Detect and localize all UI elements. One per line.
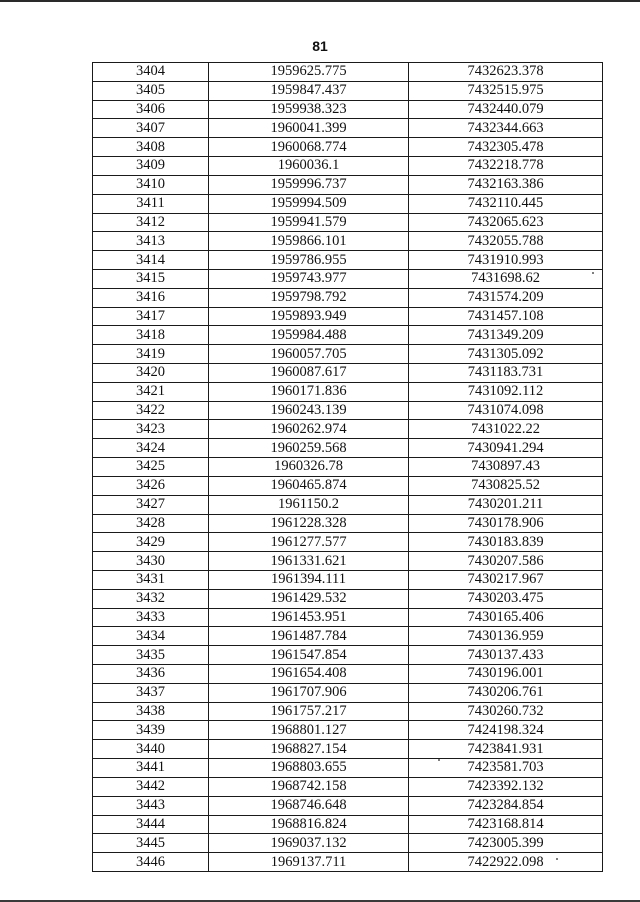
point-id-cell: 3418	[93, 326, 209, 345]
point-id-cell: 3440	[93, 740, 209, 759]
x-coordinate-cell: 1961277.577	[209, 533, 409, 552]
y-coordinate-cell: 7430897.43	[409, 458, 603, 477]
table-row	[93, 721, 603, 740]
point-id-cell: 3446	[93, 853, 209, 872]
x-coordinate-cell: 1959941.579	[209, 213, 409, 232]
point-id-cell: 3416	[93, 288, 209, 307]
y-coordinate-cell: 7423392.132	[409, 777, 603, 796]
point-id-cell: 3405	[93, 81, 209, 100]
table-row	[93, 63, 603, 82]
coordinates-table	[92, 62, 603, 872]
y-coordinate-cell: 7431022.22	[409, 420, 603, 439]
x-coordinate-cell: 1960087.617	[209, 364, 409, 383]
x-coordinate-cell: 1961547.854	[209, 646, 409, 665]
table-row	[93, 665, 603, 684]
y-coordinate-cell: 7432065.623	[409, 213, 603, 232]
point-id-cell: 3445	[93, 834, 209, 853]
table-row	[93, 552, 603, 571]
x-coordinate-cell: 1959866.101	[209, 232, 409, 251]
table-row	[93, 683, 603, 702]
x-coordinate-cell: 1969137.711	[209, 853, 409, 872]
y-coordinate-cell: 7423005.399	[409, 834, 603, 853]
point-id-cell: 3412	[93, 213, 209, 232]
y-coordinate-cell: 7430201.211	[409, 495, 603, 514]
x-coordinate-cell: 1960171.836	[209, 382, 409, 401]
point-id-cell: 3432	[93, 589, 209, 608]
x-coordinate-cell: 1959847.437	[209, 81, 409, 100]
point-id-cell: 3421	[93, 382, 209, 401]
point-id-cell: 3413	[93, 232, 209, 251]
y-coordinate-cell: 7431092.112	[409, 382, 603, 401]
y-coordinate-cell: 7432305.478	[409, 138, 603, 157]
x-coordinate-cell: 1960259.568	[209, 439, 409, 458]
point-id-cell: 3406	[93, 100, 209, 119]
table-row	[93, 777, 603, 796]
table-row	[93, 853, 603, 872]
point-id-cell: 3431	[93, 570, 209, 589]
y-coordinate-cell: 7430136.959	[409, 627, 603, 646]
point-id-cell: 3417	[93, 307, 209, 326]
point-id-cell: 3415	[93, 269, 209, 288]
x-coordinate-cell: 1968816.824	[209, 815, 409, 834]
x-coordinate-cell: 1959625.775	[209, 63, 409, 82]
table-row	[93, 81, 603, 100]
table-row	[93, 345, 603, 364]
point-id-cell: 3430	[93, 552, 209, 571]
table-row	[93, 796, 603, 815]
y-coordinate-cell: 7430941.294	[409, 439, 603, 458]
x-coordinate-cell: 1961707.906	[209, 683, 409, 702]
point-id-cell: 3443	[93, 796, 209, 815]
scan-speck	[438, 759, 440, 761]
y-coordinate-cell: 7430165.406	[409, 608, 603, 627]
table-row	[93, 382, 603, 401]
point-id-cell: 3428	[93, 514, 209, 533]
x-coordinate-cell: 1959984.488	[209, 326, 409, 345]
table-row	[93, 834, 603, 853]
x-coordinate-cell: 1961487.784	[209, 627, 409, 646]
table-row	[93, 119, 603, 138]
table-row	[93, 476, 603, 495]
y-coordinate-cell: 7423168.814	[409, 815, 603, 834]
y-coordinate-cell: 7432163.386	[409, 175, 603, 194]
x-coordinate-cell: 1968827.154	[209, 740, 409, 759]
x-coordinate-cell: 1961453.951	[209, 608, 409, 627]
table-row	[93, 232, 603, 251]
y-coordinate-cell: 7432218.778	[409, 157, 603, 176]
y-coordinate-cell: 7431910.993	[409, 251, 603, 270]
y-coordinate-cell: 7430196.001	[409, 665, 603, 684]
y-coordinate-cell: 7431574.209	[409, 288, 603, 307]
x-coordinate-cell: 1961429.532	[209, 589, 409, 608]
x-coordinate-cell: 1959996.737	[209, 175, 409, 194]
y-coordinate-cell: 7432055.788	[409, 232, 603, 251]
y-coordinate-cell: 7423841.931	[409, 740, 603, 759]
table-row	[93, 533, 603, 552]
coordinates-table-body	[93, 63, 603, 872]
x-coordinate-cell: 1959893.949	[209, 307, 409, 326]
y-coordinate-cell: 7423284.854	[409, 796, 603, 815]
point-id-cell: 3424	[93, 439, 209, 458]
scan-speck	[592, 272, 594, 274]
table-row	[93, 702, 603, 721]
x-coordinate-cell: 1959994.509	[209, 194, 409, 213]
y-coordinate-cell: 7430260.732	[409, 702, 603, 721]
x-coordinate-cell: 1961654.408	[209, 665, 409, 684]
table-row	[93, 458, 603, 477]
y-coordinate-cell: 7430183.839	[409, 533, 603, 552]
point-id-cell: 3408	[93, 138, 209, 157]
table-row	[93, 194, 603, 213]
table-row	[93, 495, 603, 514]
table-row	[93, 175, 603, 194]
table-row	[93, 759, 603, 778]
x-coordinate-cell: 1960057.705	[209, 345, 409, 364]
point-id-cell: 3411	[93, 194, 209, 213]
table-row	[93, 326, 603, 345]
table-row	[93, 401, 603, 420]
table-row	[93, 269, 603, 288]
y-coordinate-cell: 7431305.092	[409, 345, 603, 364]
y-coordinate-cell: 7430137.433	[409, 646, 603, 665]
x-coordinate-cell: 1959798.792	[209, 288, 409, 307]
table-row	[93, 157, 603, 176]
table-row	[93, 100, 603, 119]
point-id-cell: 3423	[93, 420, 209, 439]
table-row	[93, 138, 603, 157]
table-row	[93, 589, 603, 608]
y-coordinate-cell: 7424198.324	[409, 721, 603, 740]
table-row	[93, 646, 603, 665]
point-id-cell: 3433	[93, 608, 209, 627]
point-id-cell: 3444	[93, 815, 209, 834]
x-coordinate-cell: 1960068.774	[209, 138, 409, 157]
x-coordinate-cell: 1968746.648	[209, 796, 409, 815]
point-id-cell: 3426	[93, 476, 209, 495]
y-coordinate-cell: 7430206.761	[409, 683, 603, 702]
x-coordinate-cell: 1960243.139	[209, 401, 409, 420]
y-coordinate-cell: 7431183.731	[409, 364, 603, 383]
point-id-cell: 3441	[93, 759, 209, 778]
point-id-cell: 3439	[93, 721, 209, 740]
table-row	[93, 213, 603, 232]
y-coordinate-cell: 7432344.663	[409, 119, 603, 138]
point-id-cell: 3436	[93, 665, 209, 684]
table-row	[93, 740, 603, 759]
y-coordinate-cell: 7431457.108	[409, 307, 603, 326]
x-coordinate-cell: 1961757.217	[209, 702, 409, 721]
point-id-cell: 3437	[93, 683, 209, 702]
scan-speck	[556, 858, 558, 860]
table-row	[93, 288, 603, 307]
y-coordinate-cell: 7423581.703	[409, 759, 603, 778]
table-row	[93, 627, 603, 646]
point-id-cell: 3442	[93, 777, 209, 796]
point-id-cell: 3422	[93, 401, 209, 420]
x-coordinate-cell: 1960465.874	[209, 476, 409, 495]
point-id-cell: 3414	[93, 251, 209, 270]
y-coordinate-cell: 7430207.586	[409, 552, 603, 571]
point-id-cell: 3434	[93, 627, 209, 646]
x-coordinate-cell: 1968803.655	[209, 759, 409, 778]
table-row	[93, 364, 603, 383]
y-coordinate-cell: 7430217.967	[409, 570, 603, 589]
point-id-cell: 3410	[93, 175, 209, 194]
scan-edge-top	[0, 0, 640, 2]
table-row	[93, 439, 603, 458]
point-id-cell: 3425	[93, 458, 209, 477]
table-row	[93, 251, 603, 270]
y-coordinate-cell: 7422922.098	[409, 853, 603, 872]
x-coordinate-cell: 1968742.158	[209, 777, 409, 796]
x-coordinate-cell: 1959786.955	[209, 251, 409, 270]
x-coordinate-cell: 1959743.977	[209, 269, 409, 288]
y-coordinate-cell: 7430825.52	[409, 476, 603, 495]
point-id-cell: 3420	[93, 364, 209, 383]
x-coordinate-cell: 1960326.78	[209, 458, 409, 477]
page-number: 81	[312, 38, 328, 54]
y-coordinate-cell: 7430178.906	[409, 514, 603, 533]
y-coordinate-cell: 7430203.475	[409, 589, 603, 608]
x-coordinate-cell: 1961150.2	[209, 495, 409, 514]
x-coordinate-cell: 1961228.328	[209, 514, 409, 533]
x-coordinate-cell: 1961331.621	[209, 552, 409, 571]
table-row	[93, 608, 603, 627]
table-row	[93, 815, 603, 834]
point-id-cell: 3409	[93, 157, 209, 176]
table-row	[93, 420, 603, 439]
point-id-cell: 3427	[93, 495, 209, 514]
point-id-cell: 3438	[93, 702, 209, 721]
y-coordinate-cell: 7431698.62	[409, 269, 603, 288]
y-coordinate-cell: 7431349.209	[409, 326, 603, 345]
x-coordinate-cell: 1960036.1	[209, 157, 409, 176]
y-coordinate-cell: 7432110.445	[409, 194, 603, 213]
x-coordinate-cell: 1960262.974	[209, 420, 409, 439]
y-coordinate-cell: 7432623.378	[409, 63, 603, 82]
x-coordinate-cell: 1960041.399	[209, 119, 409, 138]
x-coordinate-cell: 1959938.323	[209, 100, 409, 119]
table-row	[93, 514, 603, 533]
x-coordinate-cell: 1968801.127	[209, 721, 409, 740]
point-id-cell: 3404	[93, 63, 209, 82]
point-id-cell: 3429	[93, 533, 209, 552]
table-row	[93, 570, 603, 589]
y-coordinate-cell: 7431074.098	[409, 401, 603, 420]
point-id-cell: 3407	[93, 119, 209, 138]
y-coordinate-cell: 7432440.079	[409, 100, 603, 119]
table-row	[93, 307, 603, 326]
y-coordinate-cell: 7432515.975	[409, 81, 603, 100]
point-id-cell: 3435	[93, 646, 209, 665]
point-id-cell: 3419	[93, 345, 209, 364]
x-coordinate-cell: 1969037.132	[209, 834, 409, 853]
x-coordinate-cell: 1961394.111	[209, 570, 409, 589]
